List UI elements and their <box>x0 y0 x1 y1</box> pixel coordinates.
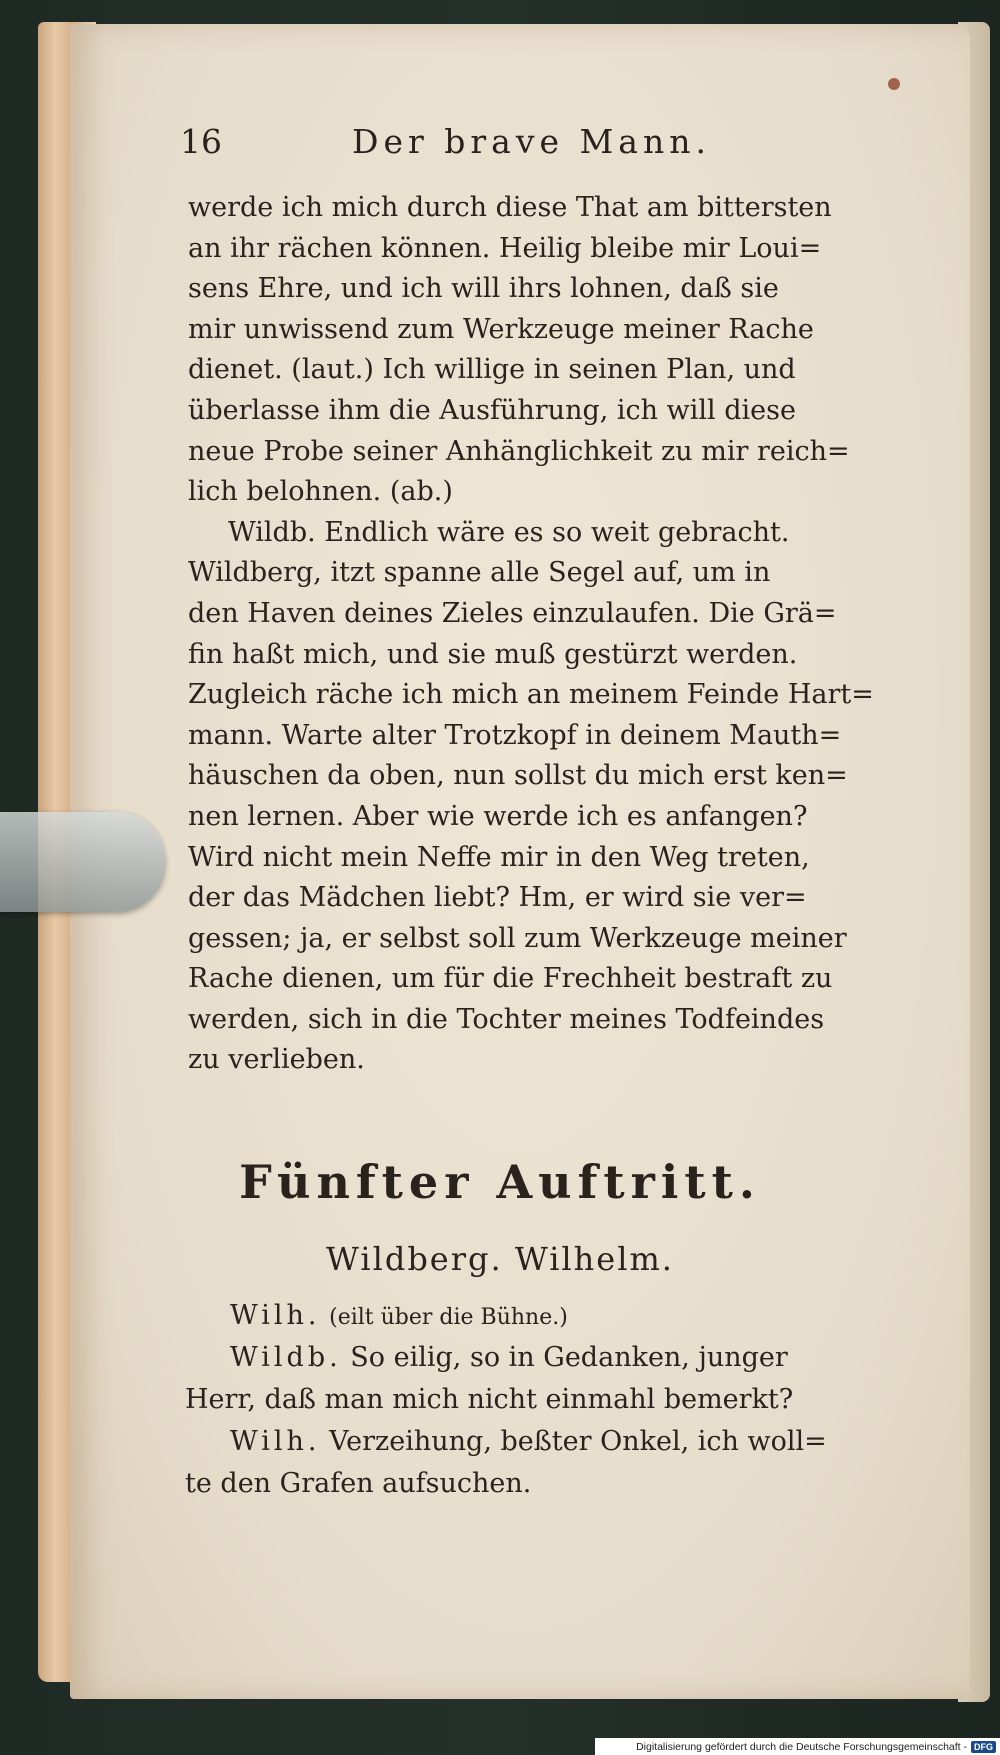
stage-direction: (eilt über die Bühne.) <box>329 1305 568 1330</box>
text-line: dienet. (laut.) Ich willige in seinen Plan, und <box>188 354 796 386</box>
page-clip <box>0 812 165 912</box>
body-text <box>188 188 888 1081</box>
text-line: werden, sich in die Tochter meines Todfeindes <box>188 1003 825 1035</box>
text-line: Wildb. Endlich wäre es so weit gebracht. <box>228 516 790 548</box>
text-line: fin haßt mich, und sie muß gestürzt werden. <box>188 638 798 670</box>
text-line: mann. Warte alter Trotzkopf in deinem Mauth= <box>188 719 842 751</box>
text-line: überlasse ihm die Ausführung, ich will diese <box>188 394 796 426</box>
dialog-line <box>185 1337 885 1379</box>
dialog-text: Verzeihung, beßter Onkel, ich woll= <box>329 1426 827 1457</box>
digitization-footer <box>595 1738 1000 1755</box>
dialog-line <box>185 1295 885 1337</box>
speaker-name: Wilh. <box>230 1426 321 1457</box>
text-line: Wird nicht mein Neffe mir in den Weg treten, <box>188 841 810 873</box>
text-line: mir unwissend zum Werkzeuge meiner Rache <box>188 313 814 345</box>
text-line: Wildberg, itzt spanne alle Segel auf, um in <box>188 557 771 589</box>
text-line: sens Ehre, und ich will ihrs lohnen, daß sie <box>188 273 779 305</box>
scene-heading: Fünfter Auftritt. <box>239 1155 761 1209</box>
text-line: nen lernen. Aber wie werde ich es anfangen? <box>188 800 808 832</box>
dialog-line: te den Grafen aufsuchen. <box>185 1468 532 1499</box>
scene-cast: Wildberg. Wilhelm. <box>326 1240 674 1278</box>
dialog-text: So eilig, so in Gedanken, junger <box>350 1342 788 1373</box>
text-line: neue Probe seiner Anhänglichkeit zu mir reich= <box>188 435 850 467</box>
text-line: werde ich mich durch diese That am bittersten <box>188 192 832 223</box>
footer-credit: Digitalisierung gefördert durch die Deutsche Forschungsgemeinschaft - <box>636 1740 967 1753</box>
page-stain <box>888 78 900 90</box>
text-line: gessen; ja, er selbst soll zum Werkzeuge meiner <box>188 922 847 954</box>
speaker-name: Wildb. <box>230 1342 342 1373</box>
text-line: lich belohnen. (ab.) <box>188 476 453 508</box>
dialog-line: Herr, daß man mich nicht einmahl bemerkt? <box>185 1384 794 1415</box>
text-line: Rache dienen, um für die Frechheit bestraft zu <box>188 963 833 995</box>
text-line: häuschen da oben, nun sollst du mich erst ken= <box>188 760 848 792</box>
text-line: den Haven deines Zieles einzulaufen. Die Grä= <box>188 597 837 629</box>
running-head: Der brave Mann. <box>352 122 711 161</box>
page-number: 16 <box>180 122 222 161</box>
dialog-line <box>185 1421 885 1463</box>
text-line: an ihr rächen können. Heilig bleibe mir Loui= <box>188 232 822 264</box>
speaker-name: Wilh. <box>230 1300 321 1331</box>
dfg-logo: DFG <box>971 1741 996 1753</box>
text-line: Zugleich räche ich mich an meinem Feinde Hart= <box>188 679 874 711</box>
dialog-block <box>185 1295 885 1505</box>
text-line: der das Mädchen liebt? Hm, er wird sie ver= <box>188 882 807 914</box>
text-line: zu verlieben. <box>188 1044 365 1076</box>
